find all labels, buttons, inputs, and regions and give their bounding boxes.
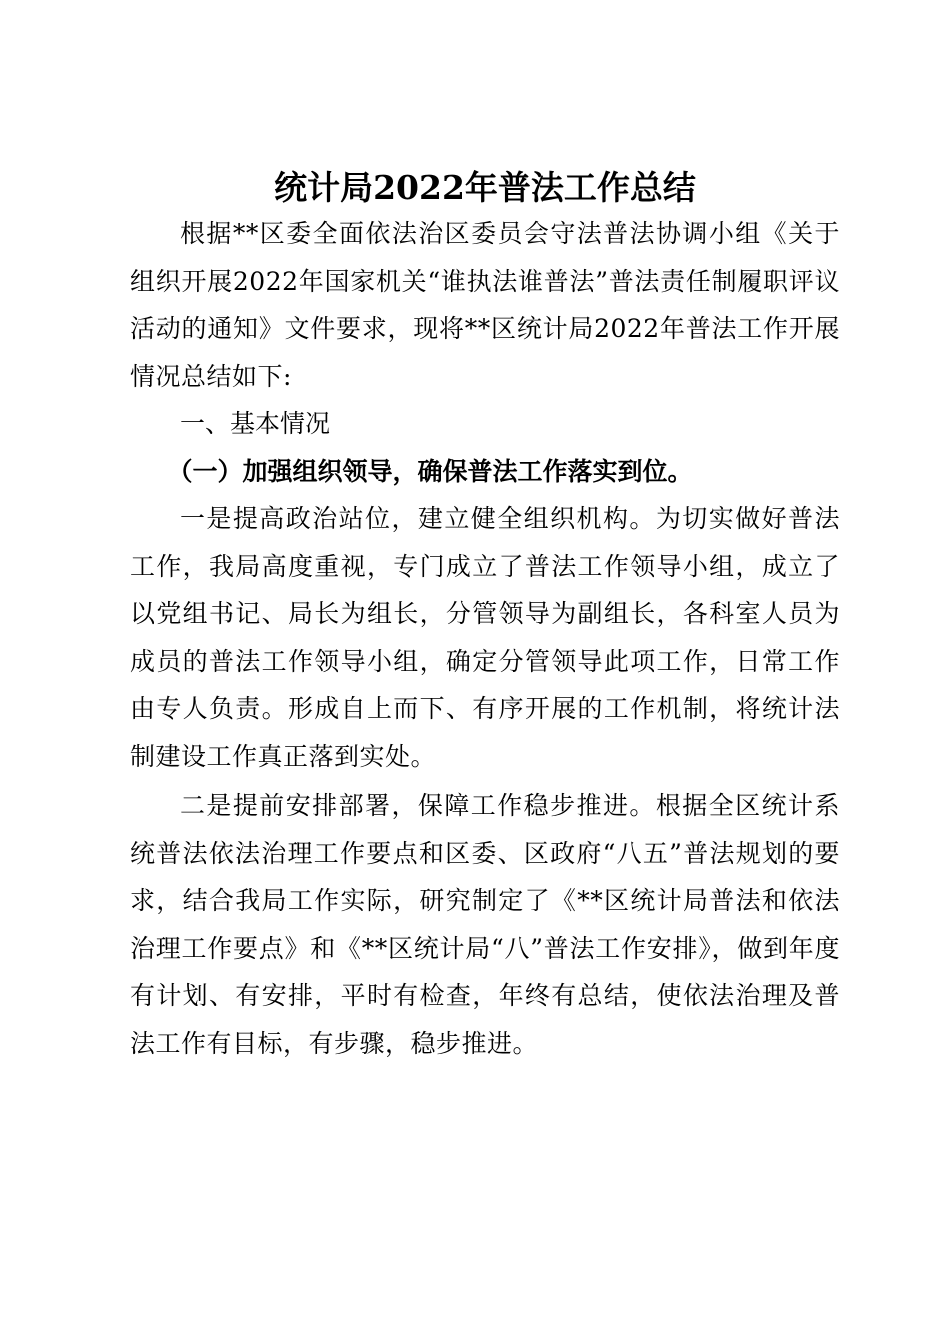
- body-paragraph-1: 一是提高政治站位，建立健全组织机构。为切实做好普法工作，我局高度重视，专门成立了普法工作领导小组，成立了以党组书记、局长为组长，分管领导为副组长，各科室人员为成员的普法工作领导小组，确定分管领导此项工作，日常工作由专人负责。形成自上而下、有序开展的工作机制，将统计法制建设工作真正落到实处。: [130, 504, 840, 771]
- body-paragraph-2: 二是提前安排部署，保障工作稳步推进。根据全区统计系统普法依法治理工作要点和区委、区政府“八五”普法规划的要求，结合我局工作实际，研究制定了《**区统计局普法和依法治理工作要点》和《**区统计局“八”普法工作安排》，做到年度有计划、有安排，平时有检查，年终有总结，使依法治理及普法工作有目标，有步骤，稳步推进。: [130, 791, 840, 1058]
- subsection-heading-leadership: （一）加强组织领导，确保普法工作落实到位。: [167, 456, 693, 486]
- section-heading-basic-situation: 一、基本情况: [180, 409, 331, 438]
- intro-paragraph: 根据**区委全面依法治区委员会守法普法协调小组《关于组织开展2022年国家机关“谁执法谁普法”普法责任制履职评议活动的通知》文件要求，现将**区统计局2022年普法工作开展情况总结如下:: [130, 219, 840, 391]
- document-title: 统计局2022年普法工作总结: [274, 168, 696, 207]
- document-body: [130, 166, 840, 1067]
